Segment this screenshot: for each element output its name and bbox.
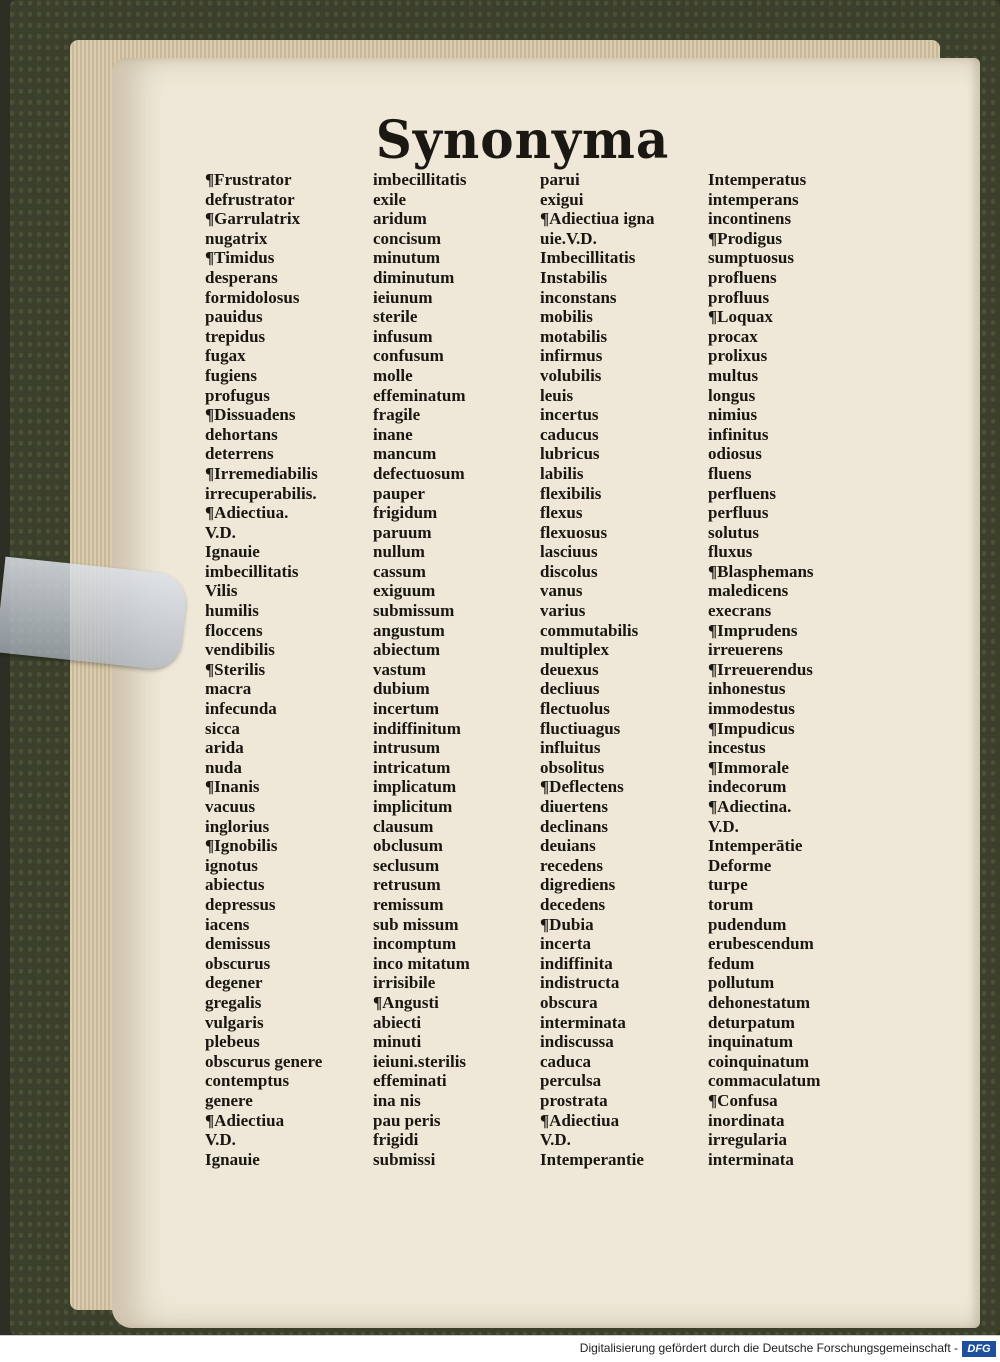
word-entry: Ignauie xyxy=(205,1149,260,1169)
word-entry: paruum xyxy=(373,522,432,542)
word-entry: indecorum xyxy=(708,777,787,797)
word-column-4 xyxy=(708,170,820,1169)
word-entry: incestus xyxy=(708,738,766,758)
word-entry: ¶Adiectiua. xyxy=(205,503,289,523)
word-entry: obscurus genere xyxy=(205,1051,323,1071)
word-entry: Ignauie xyxy=(205,542,260,562)
word-entry: effeminatum xyxy=(373,385,466,405)
word-entry: declinans xyxy=(540,816,609,836)
word-entry: depressus xyxy=(205,894,276,914)
word-entry: ignotus xyxy=(205,855,258,875)
word-entry: incerta xyxy=(540,934,591,954)
word-entry: obscurus xyxy=(205,953,271,973)
word-column-3 xyxy=(540,170,655,1169)
word-entry: parui xyxy=(540,170,580,189)
word-entry: irrecuperabilis. xyxy=(205,483,317,503)
word-entry: trepidus xyxy=(205,326,266,346)
word-entry: remissum xyxy=(373,894,444,914)
word-entry: profluens xyxy=(708,267,777,287)
word-column-1 xyxy=(205,170,322,1169)
word-entry: multiplex xyxy=(540,640,609,660)
word-entry: Instabilis xyxy=(540,267,608,287)
word-entry: execrans xyxy=(708,601,772,621)
word-entry: Intemperātie xyxy=(708,836,803,856)
word-entry: abiectum xyxy=(373,640,441,660)
word-entry: exile xyxy=(373,189,407,209)
word-entry: flexibilis xyxy=(540,483,602,503)
word-entry: interminata xyxy=(708,1149,794,1169)
word-entry: pauidus xyxy=(205,307,263,327)
word-entry: perculsa xyxy=(540,1071,602,1091)
word-entry: coinquinatum xyxy=(708,1051,810,1071)
word-entry: caduca xyxy=(540,1051,591,1071)
word-entry: ¶Irreuerendus xyxy=(708,659,813,679)
word-entry: decliuus xyxy=(540,679,600,699)
footer-bar xyxy=(0,1335,1000,1362)
word-entry: exigui xyxy=(540,189,584,209)
word-entry: genere xyxy=(205,1090,253,1110)
word-entry: ¶Adiectiua xyxy=(205,1110,285,1130)
word-entry: ¶Impudicus xyxy=(708,718,795,738)
word-entry: angustum xyxy=(373,620,445,640)
word-entry: Intemperatus xyxy=(708,170,807,189)
word-entry: inconstans xyxy=(540,287,617,307)
word-entry: ¶Confusa xyxy=(708,1090,778,1110)
word-entry: irregularia xyxy=(708,1130,787,1150)
word-entry: inco mitatum xyxy=(373,953,470,973)
word-entry: ¶Irremediabilis xyxy=(205,463,318,483)
word-entry: ¶Adiectina. xyxy=(708,797,792,816)
word-entry: pauper xyxy=(373,483,425,503)
word-entry: floccens xyxy=(205,620,263,640)
word-entry: ¶Ignobilis xyxy=(205,836,278,856)
word-entry: perfluus xyxy=(708,503,769,523)
word-entry: minuti xyxy=(373,1032,422,1052)
word-entry: vendibilis xyxy=(205,640,275,660)
word-entry: ¶Prodigus xyxy=(708,228,783,248)
word-entry: arida xyxy=(205,738,244,758)
word-entry: submissi xyxy=(373,1149,436,1169)
word-entry: vulgaris xyxy=(205,1012,264,1032)
word-entry: pollutum xyxy=(708,973,775,993)
word-entry: indiffinita xyxy=(540,953,613,973)
word-entry: ¶Timidus xyxy=(205,248,275,268)
word-entry: dehonestatum xyxy=(708,992,811,1012)
word-entry: degener xyxy=(205,973,263,993)
word-entry: intemperans xyxy=(708,189,799,209)
word-entry: iacens xyxy=(205,914,250,934)
word-entry: prolixus xyxy=(708,346,768,366)
word-entry: ieiuni.sterilis xyxy=(373,1051,467,1071)
word-entry: multus xyxy=(708,365,759,385)
word-entry: intricatum xyxy=(373,757,451,777)
word-entry: obscura xyxy=(540,992,598,1012)
word-entry: frigidi xyxy=(373,1130,419,1150)
word-entry: gregalis xyxy=(205,992,262,1012)
word-entry: pudendum xyxy=(708,914,787,934)
word-entry: infecunda xyxy=(205,699,277,719)
word-entry: fugax xyxy=(205,346,246,366)
word-entry: indiscussa xyxy=(540,1032,614,1052)
word-entry: ¶Inanis xyxy=(205,777,260,797)
word-entry: imbecillitatis xyxy=(205,561,299,581)
word-entry: infinitus xyxy=(708,424,769,444)
word-entry: influitus xyxy=(540,738,601,758)
word-entry: irreuerens xyxy=(708,640,783,660)
word-entry: ¶Loquax xyxy=(708,307,773,327)
word-entry: motabilis xyxy=(540,326,608,346)
word-entry: Intemperantie xyxy=(540,1149,644,1169)
word-entry: dubium xyxy=(373,679,430,699)
word-entry: molle xyxy=(373,365,413,385)
word-entry: fluens xyxy=(708,463,752,483)
word-entry: pau peris xyxy=(373,1110,441,1130)
word-entry: deterrens xyxy=(205,444,274,464)
word-entry: vastum xyxy=(373,659,426,679)
word-entry: deuians xyxy=(540,836,596,856)
word-entry: profugus xyxy=(205,385,270,405)
word-entry: commaculatum xyxy=(708,1071,821,1091)
word-entry: discolus xyxy=(540,561,598,581)
word-entry: fluctiuagus xyxy=(540,718,621,738)
word-entry: sub missum xyxy=(373,914,459,934)
word-entry: caducus xyxy=(540,424,599,444)
word-entry: humilis xyxy=(205,601,259,621)
word-entry: fedum xyxy=(708,953,755,973)
word-entry: effeminati xyxy=(373,1071,447,1091)
word-entry: V.D. xyxy=(540,1130,571,1150)
word-entry: fluxus xyxy=(708,542,753,562)
word-entry: maledicens xyxy=(708,581,789,601)
word-entry: abiectus xyxy=(205,875,265,895)
word-entry: seclusum xyxy=(373,855,440,875)
word-entry: incertum xyxy=(373,699,440,719)
word-entry: perfluens xyxy=(708,483,776,503)
word-entry: ¶Garrulatrix xyxy=(205,209,301,229)
word-entry: ¶Sterilis xyxy=(205,659,266,679)
word-entry: infusum xyxy=(373,326,433,346)
word-entry: vacuus xyxy=(205,797,256,816)
word-entry: commutabilis xyxy=(540,620,639,640)
word-entry: labilis xyxy=(540,463,584,483)
word-column-2 xyxy=(373,170,470,1169)
word-entry: deuexus xyxy=(540,659,599,679)
word-entry: erubescendum xyxy=(708,934,814,954)
word-entry: interminata xyxy=(540,1012,626,1032)
word-entry: sterile xyxy=(373,307,418,327)
word-entry: sicca xyxy=(205,718,240,738)
word-entry: imbecillitatis xyxy=(373,170,467,189)
word-entry: recedens xyxy=(540,855,603,875)
word-entry: flexus xyxy=(540,503,583,523)
word-entry: vanus xyxy=(540,581,583,601)
word-entry: digrediens xyxy=(540,875,616,895)
word-entry: volubilis xyxy=(540,365,602,385)
word-entry: submissum xyxy=(373,601,455,621)
word-entry: Vilis xyxy=(205,581,238,601)
word-entry: indiffinitum xyxy=(373,718,461,738)
word-entry: inglorius xyxy=(205,816,270,836)
word-entry: demissus xyxy=(205,934,271,954)
word-entry: lasciuus xyxy=(540,542,598,562)
word-entry: obclusum xyxy=(373,836,443,856)
word-entry: implicatum xyxy=(373,777,457,797)
word-entry: formidolosus xyxy=(205,287,300,307)
word-entry: nugatrix xyxy=(205,228,268,248)
word-entry: flectuolus xyxy=(540,699,610,719)
word-entry: solutus xyxy=(708,522,760,542)
word-entry: cassum xyxy=(373,561,426,581)
word-entry: obsolitus xyxy=(540,757,605,777)
word-entry: confusum xyxy=(373,346,444,366)
word-entry: mobilis xyxy=(540,307,593,327)
word-entry: minutum xyxy=(373,248,441,268)
word-entry: intrusum xyxy=(373,738,441,758)
word-entry: indistructa xyxy=(540,973,620,993)
word-entry: ¶Adiectiua igna xyxy=(540,209,655,229)
word-entry: ¶Deflectens xyxy=(540,777,624,797)
word-entry: immodestus xyxy=(708,699,795,719)
word-entry: incertus xyxy=(540,405,599,425)
word-entry: implicitum xyxy=(373,797,453,816)
word-entry: odiosus xyxy=(708,444,762,464)
word-entry: dehortans xyxy=(205,424,278,444)
word-entry: diminutum xyxy=(373,267,455,287)
word-entry: ¶Blasphemans xyxy=(708,561,814,581)
word-entry: V.D. xyxy=(708,816,739,836)
word-entry: ina nis xyxy=(373,1090,421,1110)
word-entry: longus xyxy=(708,385,756,405)
word-entry: lubricus xyxy=(540,444,600,464)
word-entry: ¶Imprudens xyxy=(708,620,798,640)
page-title: Synonyma xyxy=(375,108,670,171)
word-entry: ¶Angusti xyxy=(373,992,439,1012)
word-entry: procax xyxy=(708,326,758,346)
word-entry: turpe xyxy=(708,875,748,895)
word-entry: torum xyxy=(708,894,754,914)
word-entry: diuertens xyxy=(540,797,608,816)
word-entry: aridum xyxy=(373,209,427,229)
word-entry: decedens xyxy=(540,894,606,914)
word-entry: V.D. xyxy=(205,522,236,542)
word-entry: flexuosus xyxy=(540,522,608,542)
word-entry: fugiens xyxy=(205,365,257,385)
word-entry: ¶Dubia xyxy=(540,914,594,934)
word-entry: Deforme xyxy=(708,855,772,875)
footer-credit: Digitalisierung gefördert durch die Deutsche Forschungsgemeinschaft - xyxy=(579,1341,958,1355)
word-entry: inhonestus xyxy=(708,679,786,699)
word-entry: ¶Adiectiua xyxy=(540,1110,620,1130)
page-weight-holder xyxy=(0,557,189,672)
word-entry: concisum xyxy=(373,228,441,248)
word-entry: sumptuosus xyxy=(708,248,794,268)
word-entry: varius xyxy=(540,601,586,621)
dfg-logo: DFG xyxy=(962,1341,996,1357)
word-entry: ieiunum xyxy=(373,287,433,307)
word-entry: incomptum xyxy=(373,934,457,954)
word-entry: ¶Frustrator xyxy=(205,170,292,189)
word-entry: exiguum xyxy=(373,581,436,601)
word-entry: prostrata xyxy=(540,1090,608,1110)
word-entry: clausum xyxy=(373,816,434,836)
word-entry: contemptus xyxy=(205,1071,290,1091)
word-entry: nuda xyxy=(205,757,242,777)
word-entry: inquinatum xyxy=(708,1032,794,1052)
word-entry: mancum xyxy=(373,444,437,464)
word-entry: macra xyxy=(205,679,252,699)
word-entry: inordinata xyxy=(708,1110,785,1130)
word-entry: frigidum xyxy=(373,503,438,523)
word-entry: incontinens xyxy=(708,209,792,229)
word-entry: uie.V.D. xyxy=(540,228,597,248)
word-entry: infirmus xyxy=(540,346,603,366)
word-entry: profluus xyxy=(708,287,770,307)
word-entry: leuis xyxy=(540,385,574,405)
word-entry: nimius xyxy=(708,405,758,425)
word-entry: ¶Immorale xyxy=(708,757,789,777)
word-entry: abiecti xyxy=(373,1012,422,1032)
word-entry: ¶Dissuadens xyxy=(205,405,296,425)
word-entry: V.D. xyxy=(205,1130,236,1150)
word-entry: irrisibile xyxy=(373,973,436,993)
word-entry: defectuosum xyxy=(373,463,465,483)
word-entry: Imbecillitatis xyxy=(540,248,636,268)
word-entry: fragile xyxy=(373,405,421,425)
word-entry: plebeus xyxy=(205,1032,260,1052)
word-entry: deturpatum xyxy=(708,1012,795,1032)
word-entry: nullum xyxy=(373,542,425,562)
word-entry: desperans xyxy=(205,267,278,287)
word-entry: retrusum xyxy=(373,875,441,895)
word-entry: defrustrator xyxy=(205,189,295,209)
word-entry: inane xyxy=(373,424,413,444)
